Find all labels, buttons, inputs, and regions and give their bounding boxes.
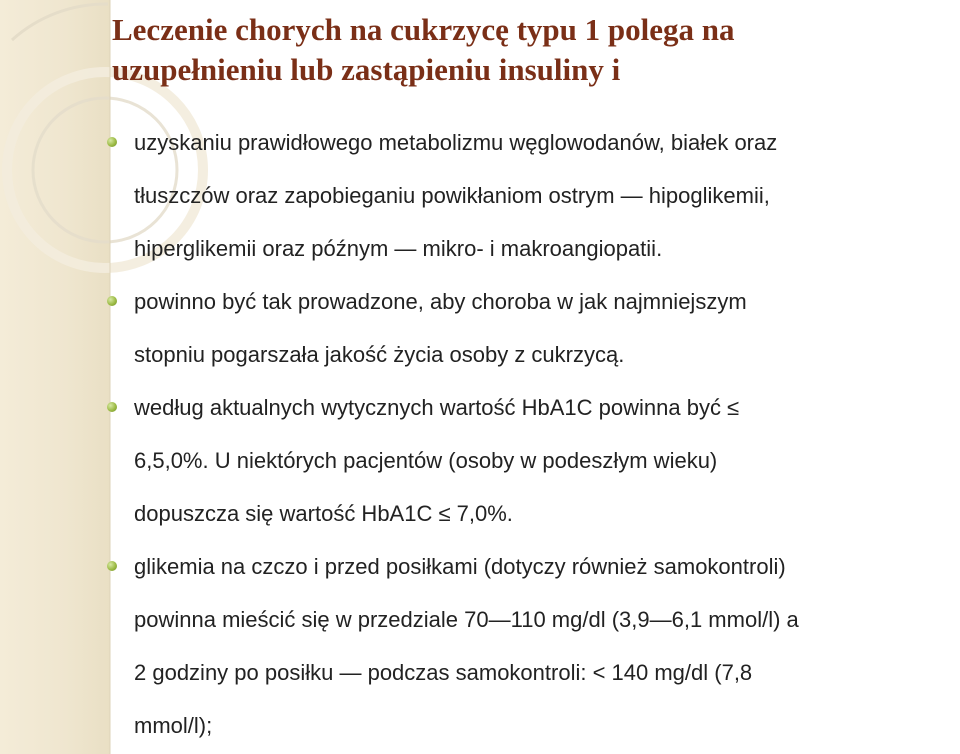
bullet-item-2	[106, 275, 956, 381]
bullet-3-line-2: 6,5,0%. U niektórych pacjentów (osoby w podeszłym wieku)	[134, 448, 718, 473]
bullet-4-line-3: 2 godziny po posiłku — podczas samokontroli: < 140 mg/dl (7,8	[134, 660, 753, 685]
slide-title	[112, 10, 942, 90]
bullet-dot-icon	[107, 137, 117, 147]
bullet-1-line-1: uzyskaniu prawidłowego metabolizmu węglowodanów, białek oraz	[134, 130, 778, 155]
slide-title-line-2: uzupełnieniu lub zastąpieniu insuliny i	[112, 52, 621, 87]
bullet-1-line-2: tłuszczów oraz zapobieganiu powikłaniom ostrym — hipoglikemii,	[134, 183, 770, 208]
bullet-1-line-3: hiperglikemii oraz późnym — mikro- i makroangiopatii.	[134, 236, 663, 261]
bullet-dot-icon	[107, 561, 117, 571]
bullet-dot-icon	[107, 402, 117, 412]
bullet-2-line-2: stopniu pogarszała jakość życia osoby z cukrzycą.	[134, 342, 625, 367]
bullet-list	[106, 116, 956, 752]
bullet-item-1	[106, 116, 956, 275]
bullet-item-4	[106, 540, 956, 752]
side-band	[0, 0, 110, 754]
bullet-4-line-4: mmol/l);	[134, 713, 213, 738]
slide-title-line-1: Leczenie chorych na cukrzycę typu 1 polega na	[112, 12, 735, 47]
bullet-item-3	[106, 381, 956, 540]
bullet-dot-icon	[107, 296, 117, 306]
bullet-3-line-3: dopuszcza się wartość HbA1C ≤ 7,0%.	[134, 501, 513, 526]
bullet-2-line-1: powinno być tak prowadzone, aby choroba w jak najmniejszym	[134, 289, 747, 314]
bullet-3-line-1: według aktualnych wytycznych wartość HbA1C powinna być ≤	[134, 395, 740, 420]
bullet-4-line-2: powinna mieścić się w przedziale 70—110 mg/dl (3,9—6,1 mmol/l) a	[134, 607, 799, 632]
bullet-4-line-1: glikemia na czczo i przed posiłkami (dotyczy również samokontroli)	[134, 554, 786, 579]
